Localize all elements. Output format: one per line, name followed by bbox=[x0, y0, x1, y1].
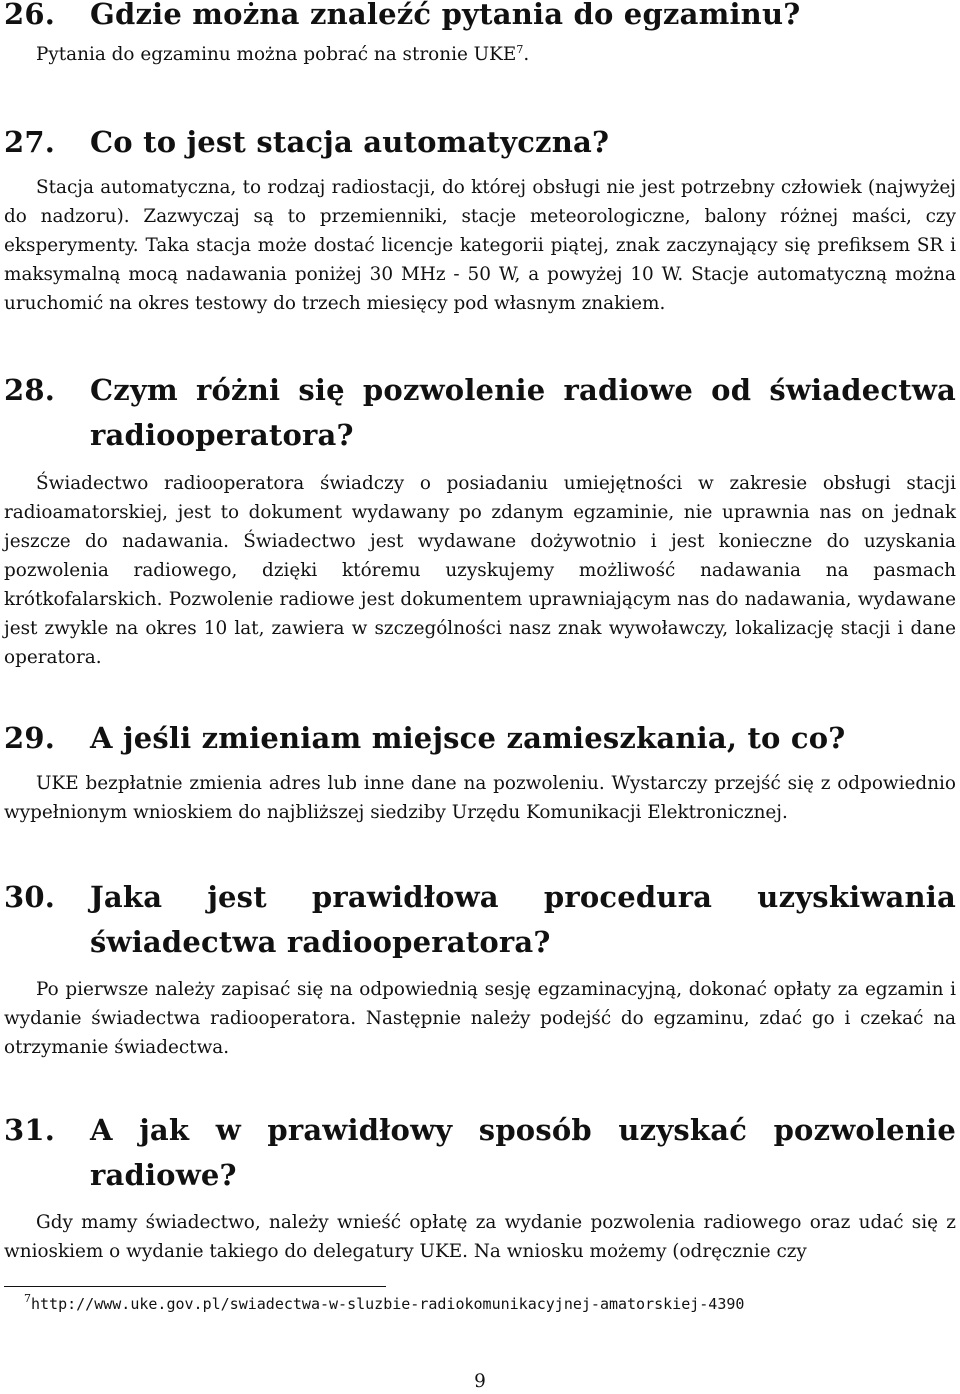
body-text: Po pierwsze należy zapisać się na odpowiednią sesję egzaminacyjną, dokonać opłaty za egzamin i wydanie świadectwa radiooperatora. Następnie należy podejść do egzaminu, zdać go i czekać na otrzymanie świadectwa. bbox=[4, 979, 956, 1058]
section-29 bbox=[4, 716, 956, 827]
body-text: UKE bezpłatnie zmienia adres lub inne dane na pozwoleniu. Wystarczy przejść się z odpowiednio wypełnionym wnioskiem do najbliższej siedziby Urzędu Komunikacji Elektronicznej. bbox=[4, 773, 956, 823]
section-number: 30. bbox=[4, 880, 56, 914]
body-text-end: . bbox=[523, 44, 530, 65]
section-heading bbox=[4, 368, 956, 458]
section-heading bbox=[4, 1108, 956, 1198]
section-number: 28. bbox=[4, 373, 56, 407]
section-title: Gdzie można znaleźć pytania do egzaminu? bbox=[90, 0, 801, 31]
section-heading bbox=[4, 875, 956, 965]
section-27 bbox=[4, 120, 956, 318]
section-title: Jaka jest prawidłowa procedura uzyskiwania świadectwa radiooperatora? bbox=[90, 880, 956, 959]
section-26 bbox=[4, 0, 956, 69]
section-number: 27. bbox=[4, 125, 56, 159]
section-31 bbox=[4, 1108, 956, 1266]
body-text: Pytania do egzaminu można pobrać na stronie UKE bbox=[36, 44, 517, 65]
section-heading bbox=[4, 0, 956, 37]
section-title: Czym różni się pozwolenie radiowe od świadectwa radiooperatora? bbox=[90, 373, 956, 452]
section-title: A jeśli zmieniam miejsce zamieszkania, to co? bbox=[90, 721, 846, 755]
body-text: Stacja automatyczna, to rodzaj radiostacji, do której obsługi nie jest potrzebny człowiek (najwyżej do nadzoru). Zazwyczaj są to przemienniki, stacje meteorologiczne, balony różnej maści, czy eksperymenty. Taka stacja może dostać licencje kategorii piątej, znak zaczynający się prefiksem SR i maksymalną mocą nadawania poniżej 30 MHz - 50 W, a powyżej 10 W. Stacje automatyczną można uruchomić na okres testowy do trzech miesięcy pod własnym znakiem. bbox=[4, 177, 956, 314]
section-body bbox=[4, 975, 956, 1062]
footnote-reference[interactable]: 7 bbox=[516, 43, 524, 56]
section-body bbox=[4, 769, 956, 827]
section-body bbox=[4, 173, 956, 318]
section-number: 31. bbox=[4, 1113, 56, 1147]
footnote bbox=[24, 1292, 744, 1316]
section-body bbox=[4, 1208, 956, 1266]
section-number: 26. bbox=[4, 0, 56, 31]
footnote-divider bbox=[4, 1286, 386, 1287]
section-body bbox=[4, 469, 956, 672]
section-30 bbox=[4, 875, 956, 1062]
section-heading bbox=[4, 716, 956, 761]
body-text: Świadectwo radiooperatora świadczy o posiadaniu umiejętności w zakresie obsługi stacji radioamatorskiej, jest to dokument wydawany po zdanym egzaminie, nie uprawnia nas on jednak jeszcze do nadawania. Świadectwo jest wydawane dożywotnio i jest konieczne do uzyskania pozwolenia radiowego, dzięki któremu uzyskujemy możliwość nadawania na pasmach krótkofalarskich. Pozwolenie radiowe jest dokumentem uprawniającym nas do nadawania, wydawane jest zwykle na okres 10 lat, zawiera w szczególności nasz znak wywoławczy, lokalizację stacji i dane operatora. bbox=[4, 473, 956, 668]
body-text: Gdy mamy świadectwo, należy wnieść opłatę za wydanie pozwolenia radiowego oraz udać się z wnioskiem o wydanie takiego do delegatury UKE. Na wniosku możemy (odręcznie czy bbox=[4, 1212, 956, 1262]
footnote-mark: 7 bbox=[24, 1292, 31, 1305]
section-title: Co to jest stacja automatyczna? bbox=[90, 125, 610, 159]
section-title: A jak w prawidłowy sposób uzyskać pozwolenie radiowe? bbox=[90, 1113, 956, 1192]
section-number: 29. bbox=[4, 721, 56, 755]
section-28 bbox=[4, 368, 956, 672]
section-body bbox=[4, 40, 956, 69]
section-heading bbox=[4, 120, 956, 165]
page-number: 9 bbox=[474, 1371, 486, 1392]
footnote-link[interactable]: http://www.uke.gov.pl/swiadectwa-w-sluzbie-radiokomunikacyjnej-amatorskiej-4390 bbox=[31, 1295, 745, 1313]
